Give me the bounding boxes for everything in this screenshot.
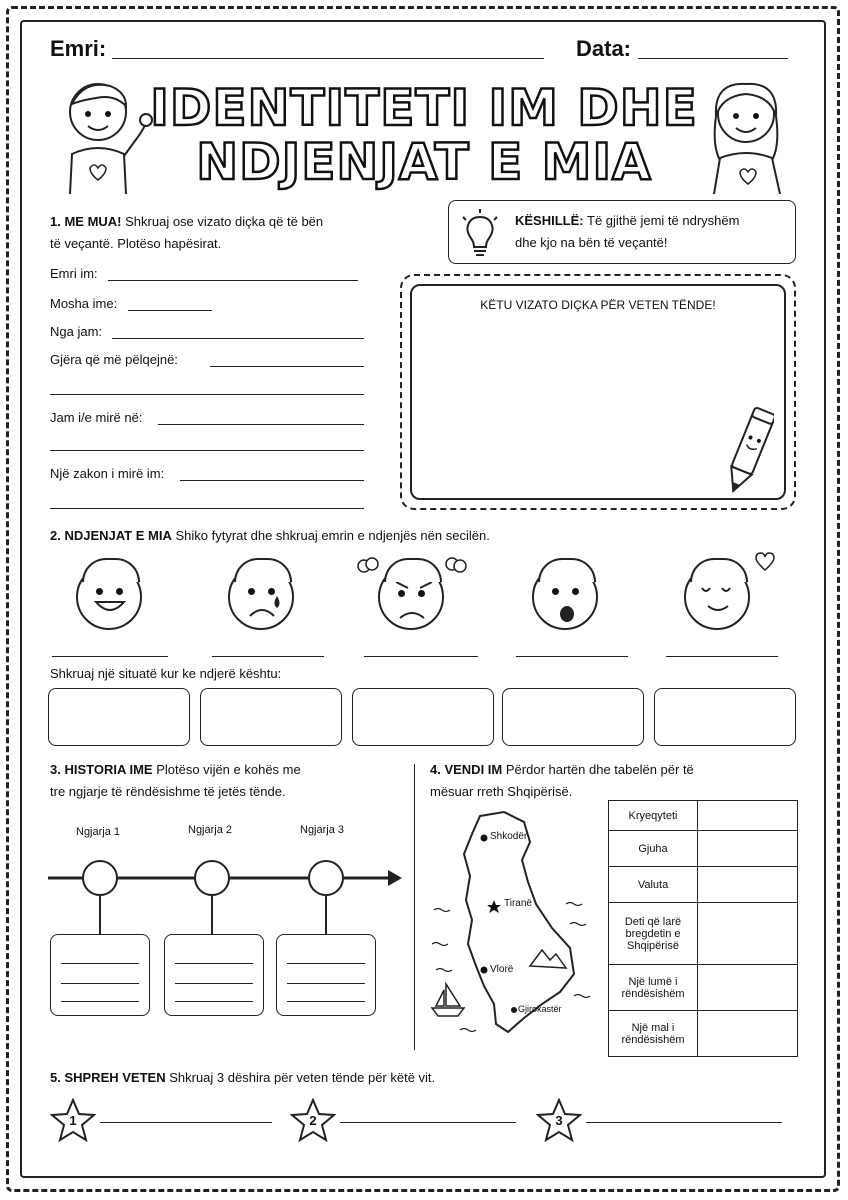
event-box-1[interactable] [50,934,150,1016]
section5-instructions: Shkruaj 3 dëshira për veten tënde për këtë vit. [169,1070,436,1085]
timeline-node-1 [82,860,118,896]
wish-number-2: 2 [309,1113,317,1128]
lightbulb-icon [459,207,501,259]
timeline-stem-1 [99,896,101,934]
wish-3-line[interactable] [586,1122,782,1123]
face-4-name-line[interactable] [516,656,628,657]
situation-box-3[interactable] [352,688,494,746]
section2-title: 2. NDJENJAT E MIA [50,528,172,543]
table-row [609,1011,798,1057]
section3-header [50,762,301,777]
event-1-label: Ngjarja 1 [76,826,121,838]
city-tirane: Tiranë [504,898,532,909]
field-age-line[interactable] [128,310,212,311]
situation-box-1[interactable] [48,688,190,746]
city-gjirokaster: Gjirokastër [518,1004,562,1014]
city-vlore: Vlorë [490,964,514,975]
table-row-label: Një lumë i rëndësishëm [609,965,698,1011]
wish-number-3: 3 [555,1113,563,1128]
table-row [609,801,798,831]
date-line[interactable] [638,58,788,59]
field-likes-label: Gjëra që më pëlqejnë: [50,352,178,367]
section3-title: 3. HISTORIA IME [50,762,153,777]
wish-number-1: 1 [69,1113,77,1128]
table-answer-cell[interactable] [698,831,798,867]
situation-box-2[interactable] [200,688,342,746]
wish-2-line[interactable] [340,1122,516,1123]
field-good-at-line-2[interactable] [50,450,364,451]
title-line-2: NDJENJAT E MIA [196,133,652,191]
section5-header [50,1070,435,1085]
pencil-icon [724,404,774,500]
name-label: Emri: [50,36,107,61]
section2-instructions: Shiko fytyrat dhe shkruaj emrin e ndjenjës nën secilën. [175,528,490,543]
timeline-node-3 [308,860,344,896]
section5-title: 5. SHPREH VETEN [50,1070,166,1085]
albania-map [424,808,598,1046]
happy-face-icon [76,560,146,632]
table-row [609,965,798,1011]
face-3-name-line[interactable] [364,656,478,657]
event-box-2[interactable] [164,934,264,1016]
section1-title: 1. ME MUA! [50,214,122,229]
surprised-face-icon [532,560,602,632]
field-good-at-line[interactable] [158,424,364,425]
timeline-stem-3 [325,896,327,934]
section-divider [414,764,415,1050]
field-from-label: Nga jam: [50,324,103,339]
timeline-node-2 [194,860,230,896]
title-line-1: IDENTITETI IM DHE [150,79,698,137]
field-habit-line-2[interactable] [50,508,364,509]
situation-box-5[interactable] [654,688,796,746]
wish-1-line[interactable] [100,1122,272,1123]
section4-instructions-2: mësuar rreth Shqipërisë. [430,784,573,799]
table-row-label: Deti që larë bregdetin e Shqipërisë [609,903,698,965]
field-good-at-label: Jam i/e mirë në: [50,410,143,425]
table-row-label: Valuta [609,867,698,903]
albania-info-table [608,800,798,1057]
section4-header [430,762,694,777]
situation-prompt: Shkruaj një situatë kur ke ndjerë kështu: [50,666,282,681]
section3-instructions: Plotëso vijën e kohës me [156,762,301,777]
table-answer-cell[interactable] [698,903,798,965]
sad-face-icon [228,560,298,632]
table-row-label: Një mal i rëndësishëm [609,1011,698,1057]
section1-instructions: Shkruaj ose vizato diçka që të bën [125,214,324,229]
section2-header [50,528,490,543]
table-answer-cell[interactable] [698,867,798,903]
table-row-label: Kryeqyteti [609,801,698,831]
field-habit-line[interactable] [180,480,364,481]
field-from-line[interactable] [112,338,364,339]
table-answer-cell[interactable] [698,801,798,831]
calm-face-icon [684,552,776,632]
tip-text: Të gjithë jemi të ndryshëm [587,213,740,228]
table-answer-cell[interactable] [698,965,798,1011]
face-2-name-line[interactable] [212,656,324,657]
field-age-label: Mosha ime: [50,296,118,311]
event-box-3[interactable] [276,934,376,1016]
face-5-name-line[interactable] [666,656,778,657]
angry-face-icon [356,556,466,632]
boy-illustration [54,76,154,194]
timeline-stem-2 [211,896,213,934]
girl-illustration [700,76,794,194]
face-1-name-line[interactable] [52,656,168,657]
tip-box [448,200,796,264]
section1-instructions-2: të veçantë. Plotëso hapësirat. [50,236,222,251]
table-row [609,903,798,965]
section1-header [50,214,390,229]
field-likes-line[interactable] [210,366,364,367]
tip-text-2: dhe kjo na bën të veçantë! [515,235,668,250]
section4-instructions: Përdor hartën dhe tabelën për të [505,762,694,777]
situation-box-4[interactable] [502,688,644,746]
table-row [609,867,798,903]
name-line[interactable] [112,58,544,59]
field-habit-label: Një zakon i mirë im: [50,466,165,481]
draw-box-label: KËTU VIZATO DIÇKA PËR VETEN TËNDE! [480,298,716,312]
field-name-line[interactable] [108,280,358,281]
event-2-label: Ngjarja 2 [188,824,233,836]
tip-line-1 [515,213,739,228]
field-name-label: Emri im: [50,266,98,281]
tip-label: KËSHILLË: [515,213,584,228]
table-row [609,831,798,867]
date-label: Data: [576,36,632,61]
section3-instructions-2: tre ngjarje të rëndësishme të jetës tënde. [50,784,286,799]
table-row-label: Gjuha [609,831,698,867]
table-answer-cell[interactable] [698,1011,798,1057]
field-likes-line-2[interactable] [50,394,364,395]
section4-title: 4. VENDI IM [430,762,503,777]
event-3-label: Ngjarja 3 [300,824,345,836]
city-shkoder: Shkodër [490,831,528,842]
